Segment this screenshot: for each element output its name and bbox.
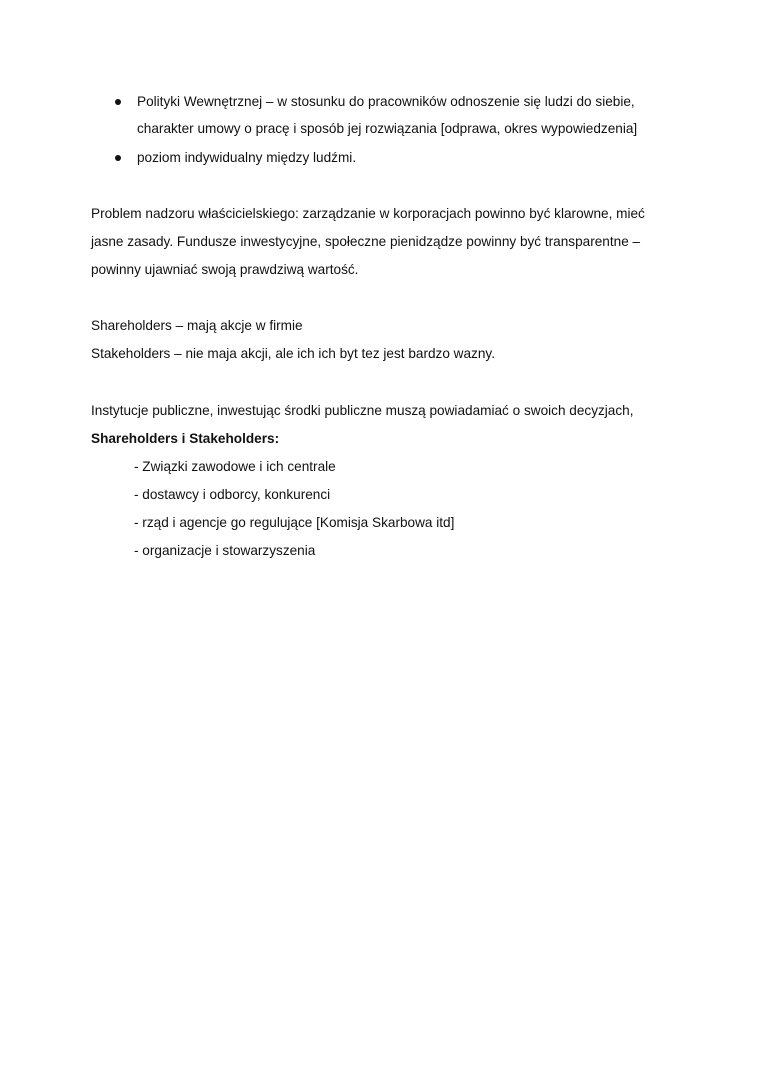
bullet-item-1-line-1: Polityki Wewnętrznej – w stosunku do pracowników odnoszenie się ludzi do siebie, (137, 94, 635, 109)
bullet-item-2-line-1: poziom indywidualny między ludźmi. (137, 150, 357, 165)
paragraph-1-line-2: jasne zasady. Fundusze inwestycyjne, społeczne pienidządze powinny być transparentne – (91, 234, 641, 249)
bullet-marker (115, 155, 121, 161)
dash-item-4: - organizacje i stowarzyszenia (134, 543, 316, 558)
definition-stakeholders: Stakeholders – nie maja akcji, ale ich ich byt tez jest bardzo wazny. (91, 346, 495, 361)
section-heading: Shareholders i Stakeholders: (91, 431, 280, 446)
paragraph-1-line-3: powinny ujawniać swoją prawdziwą wartość. (91, 262, 359, 277)
paragraph-2: Instytucje publiczne, inwestując środki publiczne muszą powiadamiać o swoich decyzjach, (91, 403, 634, 418)
dash-item-1: - Związki zawodowe i ich centrale (134, 459, 336, 474)
paragraph-1-line-1: Problem nadzoru właścicielskiego: zarządzanie w korporacjach powinno być klarowne, mieć (91, 206, 645, 221)
dash-item-3: - rząd i agencje go regulujące [Komisja Skarbowa itd] (134, 515, 455, 530)
bullet-marker (115, 99, 121, 105)
definition-shareholders: Shareholders – mają akcje w firmie (91, 318, 303, 333)
bullet-item-1-line-2: charakter umowy o pracę i sposób jej rozwiązania [odprawa, okres wypowiedzenia] (137, 121, 638, 136)
dash-item-2: - dostawcy i odborcy, konkurenci (134, 487, 331, 502)
